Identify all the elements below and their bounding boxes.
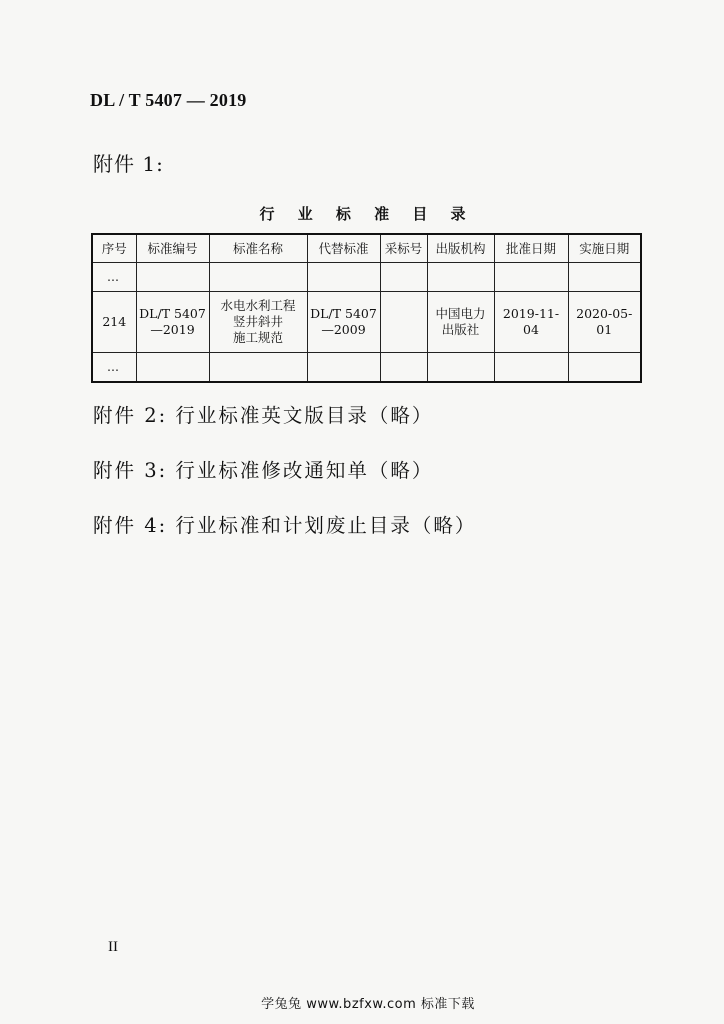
document-code: DL / T 5407 — 2019 (90, 90, 247, 110)
cell-effective-date: 2020-05-01 (568, 292, 641, 353)
table-header-row (92, 234, 641, 263)
table-title: 行 业 标 准 目 录 (259, 205, 475, 223)
cell-code (136, 292, 209, 353)
header-seq: 序号 (92, 234, 136, 263)
cell-replaces (307, 292, 380, 353)
header-approval-date: 批准日期 (494, 234, 568, 263)
cell-approval-date: 2019-11-04 (494, 292, 568, 353)
cell-replaces-line1: DL/T 5407 (310, 306, 377, 321)
header-effective-date: 实施日期 (568, 234, 641, 263)
cell-name (209, 292, 307, 353)
attachment-2-line: 附件 2: 行业标准英文版目录（略） (93, 404, 434, 427)
cell-code-line2: —2019 (150, 322, 195, 337)
table-row (92, 353, 641, 383)
cell-publisher-line1: 中国电力 (435, 306, 486, 321)
cell-name-line1: 水电水利工程 (220, 298, 296, 313)
cell-name-line2: 竖井斜井 (232, 314, 283, 329)
header-replaces: 代替标准 (307, 234, 380, 263)
attachment-1-label: 附件 1: (93, 152, 164, 176)
cell-adopted (380, 292, 427, 353)
attachment-4-line: 附件 4: 行业标准和计划废止目录（略） (93, 514, 477, 537)
cell-replaces-line2: —2009 (321, 322, 366, 337)
page-number: II (108, 939, 118, 955)
table-row (92, 292, 641, 353)
footer-watermark: 学兔兔 www.bzfxw.com 标准下载 (261, 997, 475, 1012)
ellipsis-cell: … (92, 353, 136, 383)
cell-publisher-line2: 出版社 (441, 322, 480, 337)
cell-code-line1: DL/T 5407 (139, 306, 206, 321)
attachment-3-line: 附件 3: 行业标准修改通知单（略） (93, 459, 434, 482)
cell-publisher (427, 292, 494, 353)
ellipsis-cell: … (92, 263, 136, 292)
header-code: 标准编号 (136, 234, 209, 263)
standards-catalog-table (91, 233, 642, 383)
table-row (92, 263, 641, 292)
header-adopted: 采标号 (380, 234, 427, 263)
header-publisher: 出版机构 (427, 234, 494, 263)
cell-name-line3: 施工规范 (232, 330, 283, 345)
cell-seq: 214 (92, 292, 136, 353)
header-name: 标准名称 (209, 234, 307, 263)
